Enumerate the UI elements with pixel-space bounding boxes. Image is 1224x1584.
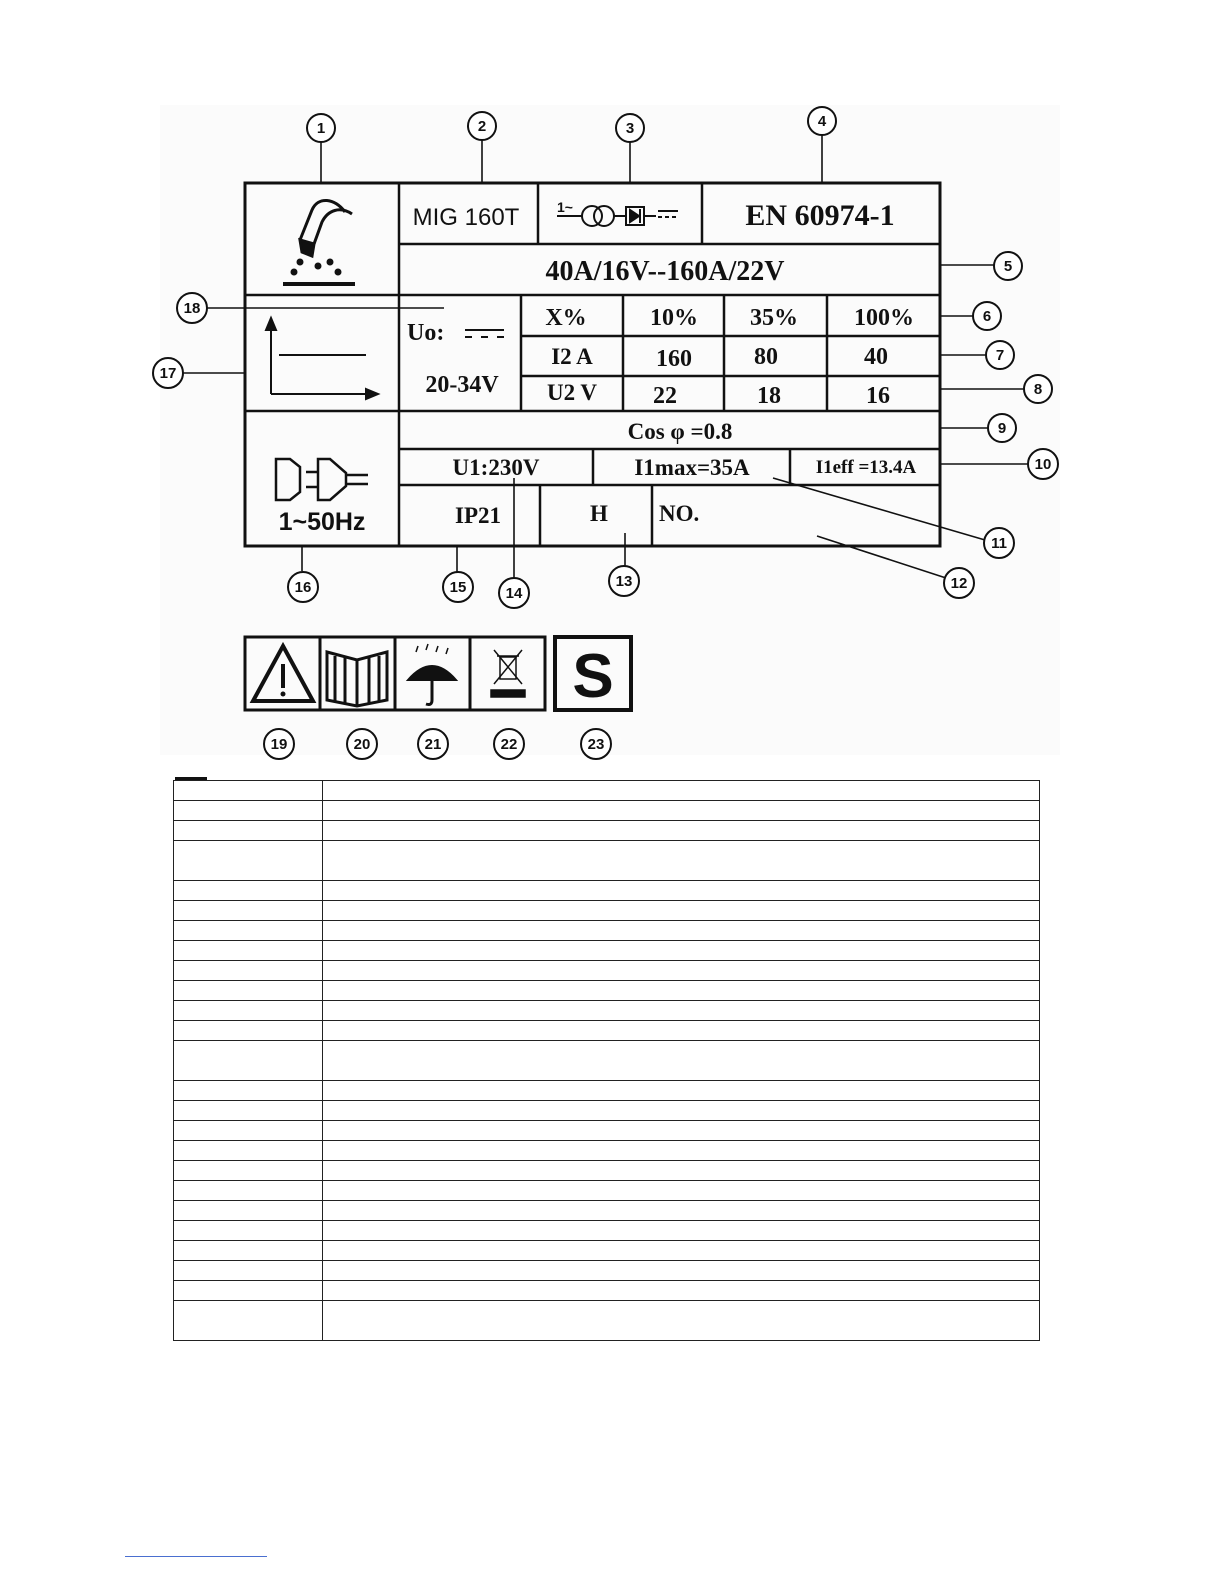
legend-description-cell [323,1081,1040,1101]
legend-number-cell [174,821,323,841]
legend-description-cell [323,1001,1040,1021]
legend-number-cell [174,961,323,981]
svg-text:8: 8 [1033,381,1043,398]
legend-description-cell [323,1041,1040,1081]
legend-row [174,821,1040,841]
svg-text:4: 4 [817,113,827,130]
callout-7 [986,341,1014,369]
legend-row [174,781,1040,801]
legend-row [174,1301,1040,1341]
legend-row [174,1081,1040,1101]
legend-row [174,941,1040,961]
legend-number-cell [174,921,323,941]
legend-number-cell [174,1161,323,1181]
callout-6 [973,302,1001,330]
legend-number-cell [174,981,323,1001]
voltage-value-2: 18 [757,383,781,409]
supply-voltage: U1:230V [452,455,540,480]
legend-row [174,1001,1040,1021]
svg-text:10: 10 [1034,456,1052,473]
svg-text:3: 3 [625,120,635,137]
legend-description-cell [323,821,1040,841]
svg-text:2: 2 [477,118,487,135]
legend-number-cell [174,1041,323,1081]
legend-number-cell [174,1261,323,1281]
svg-text:9: 9 [997,420,1007,437]
legend-number-cell [174,781,323,801]
svg-text:S: S [572,642,614,711]
legend-description-cell [323,901,1040,921]
legend-number-cell [174,1141,323,1161]
ip-rating: IP21 [455,503,501,528]
svg-text:16: 16 [294,579,312,596]
legend-description-cell [323,941,1040,961]
legend-row [174,1121,1040,1141]
callout-4 [808,107,836,135]
callout-8 [1024,375,1052,403]
svg-text:19: 19 [270,736,288,753]
legend-row [174,801,1040,821]
svg-text:23: 23 [587,736,605,753]
callout-17 [153,358,183,388]
legend-description-cell [323,1141,1040,1161]
current-label: I2 A [551,344,593,369]
legend-row [174,1261,1040,1281]
callout-23 [581,729,611,759]
legend-row [174,1041,1040,1081]
effective-supply-current: I1eff =13.4A [815,457,917,478]
legend-number-cell [174,1081,323,1101]
legend-row [174,881,1040,901]
legend-description-cell [323,1181,1040,1201]
legend-description-cell [323,781,1040,801]
legend-description-cell [323,801,1040,821]
legend-table [173,780,1040,1341]
callout-10 [1028,449,1058,479]
callout-11 [984,528,1014,558]
legend-number-cell [174,1281,323,1301]
uo-label: Uo: [407,320,445,346]
svg-text:5: 5 [1003,258,1013,275]
svg-text:17: 17 [159,365,177,382]
legend-number-cell [174,1301,323,1341]
serial-number-label: NO. [659,501,700,526]
callout-12 [944,568,974,598]
legend-number-cell [174,1121,323,1141]
insulation-class: H [590,501,608,526]
callout-20 [347,729,377,759]
legend-description-cell [323,961,1040,981]
callout-13 [609,566,639,596]
voltage-value-3: 16 [866,383,890,409]
legend-row [174,961,1040,981]
voltage-label: U2 V [546,380,598,405]
svg-text:7: 7 [995,347,1005,364]
duty-value-1: 10% [650,305,698,331]
callout-9 [988,414,1016,442]
callout-16 [288,572,318,602]
legend-description-cell [323,1221,1040,1241]
legend-row [174,921,1040,941]
legend-description-cell [323,1241,1040,1261]
legend-number-cell [174,941,323,961]
legend-number-cell [174,1241,323,1261]
legend-description-cell [323,1021,1040,1041]
svg-text:18: 18 [183,300,201,317]
svg-text:11: 11 [991,535,1007,552]
svg-text:13: 13 [615,573,633,590]
svg-text:22: 22 [500,736,518,753]
legend-row [174,1101,1040,1121]
svg-text:12: 12 [950,575,968,592]
legend-description-cell [323,1281,1040,1301]
callout-15 [443,572,473,602]
svg-text:14: 14 [505,585,523,602]
callout-1 [307,114,335,142]
callout-3 [616,114,644,142]
legend-description-cell [323,841,1040,881]
legend-row [174,981,1040,1001]
legend-row [174,1181,1040,1201]
duty-header: X% [545,305,587,331]
svg-text:6: 6 [982,308,992,325]
callout-14 [499,578,529,608]
legend-description-cell [323,881,1040,901]
legend-description-cell [323,1121,1040,1141]
cos-phi: Cos φ =0.8 [627,419,733,444]
callout-5 [994,252,1022,280]
legend-row [174,1221,1040,1241]
voltage-value-1: 22 [653,383,677,409]
legend-row [174,1021,1040,1041]
svg-text:1: 1 [316,120,326,137]
rating-plate-diagram [0,0,1224,780]
legend-row [174,1241,1040,1261]
legend-row [174,1161,1040,1181]
legend-row [174,841,1040,881]
legend-description-cell [323,1201,1040,1221]
duty-value-3: 100% [854,305,914,331]
output-range: 40A/16V--160A/22V [545,256,785,287]
legend-number-cell [174,1101,323,1121]
legend-description-cell [323,921,1040,941]
current-value-3: 40 [864,344,888,370]
legend-number-cell [174,801,323,821]
legend-description-cell [323,1261,1040,1281]
footer-link-underline [125,1556,267,1557]
callout-2 [468,112,496,140]
callout-22 [494,729,524,759]
model-name: MIG 160T [412,204,520,231]
current-value-2: 80 [754,344,778,370]
legend-row [174,1201,1040,1221]
legend-row [174,1141,1040,1161]
frequency-label: 1~50Hz [278,508,366,536]
standard-label: EN 60974-1 [745,199,895,232]
manual-book-icon [327,652,387,706]
legend-description-cell [323,1161,1040,1181]
svg-text:21: 21 [424,736,442,753]
legend-number-cell [174,881,323,901]
legend-description-cell [323,981,1040,1001]
svg-text:15: 15 [449,579,467,596]
legend-number-cell [174,1181,323,1201]
legend-number-cell [174,841,323,881]
legend-row [174,901,1040,921]
svg-text:20: 20 [353,736,371,753]
legend-number-cell [174,1001,323,1021]
legend-description-cell [323,1101,1040,1121]
legend-row [174,1281,1040,1301]
callout-21 [418,729,448,759]
uo-value: 20-34V [425,372,499,398]
legend-number-cell [174,901,323,921]
phase-label: 1~ [557,199,573,215]
legend-number-cell [174,1221,323,1241]
current-value-1: 160 [656,346,692,372]
callout-18 [177,293,207,323]
legend-number-cell [174,1021,323,1041]
legend-number-cell [174,1201,323,1221]
duty-value-2: 35% [750,305,798,331]
legend-description-cell [323,1301,1040,1341]
max-supply-current: I1max=35A [634,455,750,480]
callout-19 [264,729,294,759]
